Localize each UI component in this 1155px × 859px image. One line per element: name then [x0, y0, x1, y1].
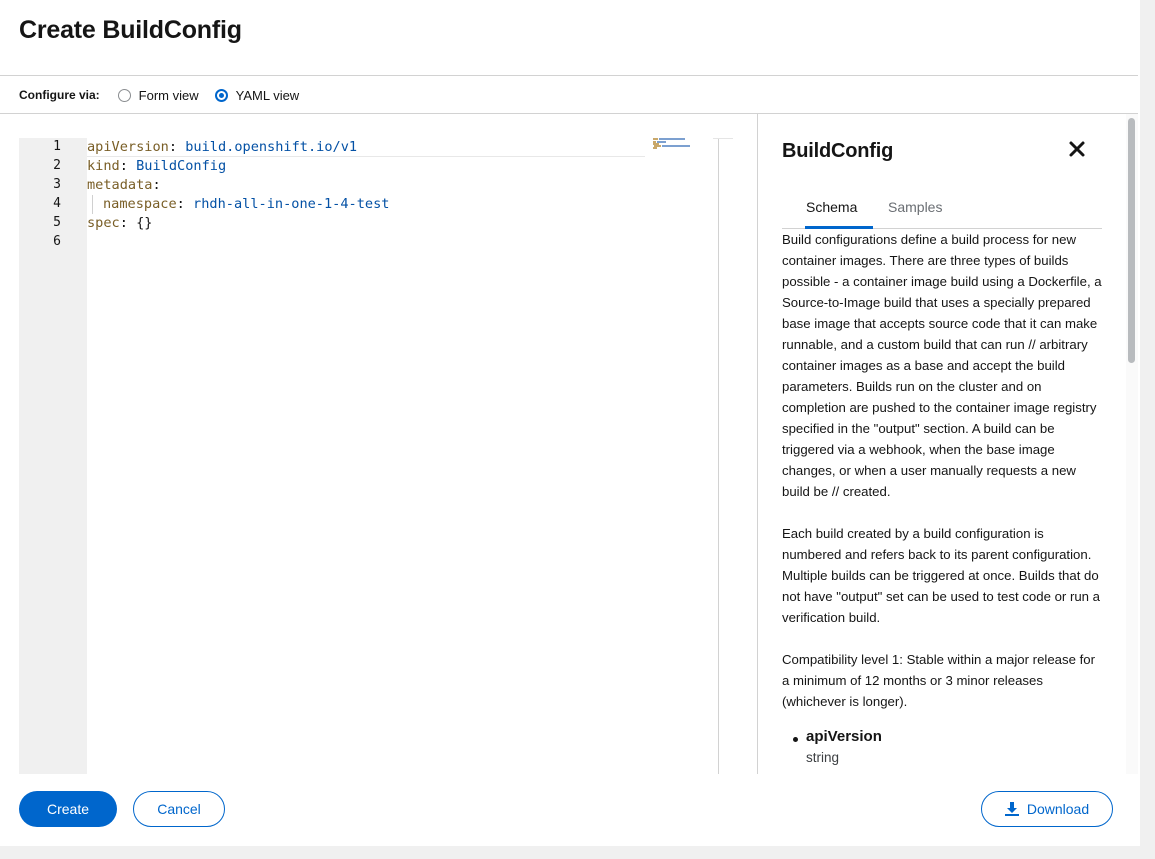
line-number: 5 [53, 215, 61, 230]
line-number: 4 [53, 196, 61, 211]
yaml-separator: : [119, 215, 137, 231]
close-icon[interactable] [1066, 138, 1088, 160]
line-number: 1 [53, 139, 61, 154]
yaml-key: metadata [87, 177, 153, 193]
sidebar-scrollbar[interactable] [1126, 114, 1138, 774]
yaml-value: BuildConfig [136, 158, 227, 174]
yaml-key: kind [87, 158, 120, 174]
yaml-key: namespace [103, 196, 177, 212]
yaml-view-label[interactable]: YAML view [235, 87, 300, 103]
form-view-label[interactable]: Form view [138, 87, 199, 103]
code-line[interactable] [87, 157, 226, 176]
code-line[interactable] [103, 195, 389, 214]
yaml-separator: : [152, 177, 161, 193]
yaml-view-radio[interactable] [215, 88, 300, 103]
yaml-value: build.openshift.io/v1 [185, 139, 358, 155]
form-view-radio-dot[interactable] [118, 89, 131, 102]
line-number: 3 [53, 177, 61, 192]
indent-guide [92, 195, 93, 214]
configure-via-group [19, 85, 315, 105]
code-line[interactable] [87, 176, 161, 195]
sidebar-tabs [782, 194, 1102, 229]
yaml-view-radio-dot[interactable] [215, 89, 228, 102]
description-paragraph: Build configurations define a build process for new container images. There are three types of builds possible - a container image build using a Dockerfile, a Source-to-Image build that uses a specially prepared base image that accepts source code that it can make runnable, and a custom build that can run // arbitrary container images as a base and accept the build parameters. Builds run on the cluster and on completion are pushed to the container image registry specified in the "output" section. A build can be triggered via a webhook, when the base image changes, or when a user manually requests a new build be // created. [782, 232, 1102, 499]
yaml-separator: : [168, 139, 186, 155]
yaml-key: spec [87, 215, 120, 231]
scrollbar-thumb[interactable] [1128, 118, 1135, 363]
tab-samples[interactable]: Samples [888, 199, 943, 215]
header-divider [0, 75, 1138, 76]
line-number: 2 [53, 158, 61, 173]
page-title: Create BuildConfig [19, 16, 242, 44]
download-icon [1005, 802, 1019, 816]
close-sidebar-button[interactable] [1066, 138, 1088, 160]
line-number-gutter [19, 138, 87, 774]
yaml-separator: : [176, 196, 194, 212]
editor-top-edge [713, 138, 733, 139]
editor-minimap[interactable] [653, 138, 699, 150]
description-paragraph: Compatibility level 1: Stable within a major release for a minimum of 12 months or 3 minor releases (whichever is longer). [782, 652, 1095, 709]
configure-via-label: Configure via: [19, 88, 100, 102]
yaml-value: rhdh-all-in-one-1-4-test [193, 196, 390, 212]
yaml-key: apiVersion [87, 139, 169, 155]
property-name: apiVersion [806, 728, 882, 745]
yaml-value: {} [136, 215, 153, 231]
code-line[interactable] [87, 214, 153, 233]
cancel-button[interactable]: Cancel [133, 791, 225, 827]
bullet [793, 737, 798, 742]
code-line[interactable] [87, 138, 357, 157]
property-type: string [806, 750, 840, 765]
yaml-separator: : [119, 158, 137, 174]
schema-description [782, 229, 1104, 733]
sidebar-title: BuildConfig [782, 140, 894, 162]
yaml-editor[interactable] [19, 138, 719, 774]
form-view-radio[interactable] [118, 88, 199, 103]
download-label[interactable]: Download [1026, 801, 1090, 817]
tab-schema[interactable]: Schema [806, 199, 858, 215]
download-button[interactable] [981, 791, 1113, 827]
schema-sidebar [758, 114, 1126, 774]
line-number: 6 [53, 234, 61, 249]
description-paragraph: Each build created by a build configuration is numbered and refers back to its parent configuration. Multiple builds can be triggered at once. Builds that do not have "output" set can be used to test code or run a verification build. [782, 526, 1101, 625]
create-button[interactable]: Create [19, 791, 117, 827]
